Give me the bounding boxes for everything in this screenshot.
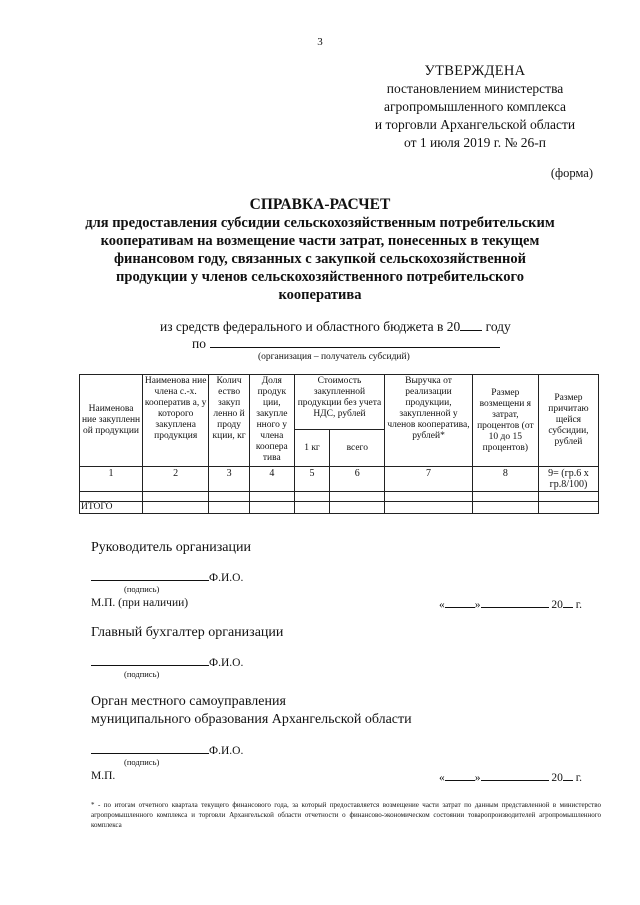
table-cell[interactable] [209,502,250,514]
signature-note: (подпись) [124,669,160,679]
title-line: продукции у членов сельскохозяйственного потребительского [116,269,524,285]
column-number: 8 [472,467,538,492]
head-org-signature [91,570,243,584]
table-cell[interactable] [472,502,538,514]
table-cell[interactable] [249,492,294,502]
date-line [439,597,582,611]
recipient-label: по [192,336,206,351]
column-number: 5 [294,467,330,492]
title-line: кооператива [278,287,362,303]
approval-line: агропромышленного комплекса [384,99,566,114]
column-number: 2 [143,467,209,492]
approval-line: постановлением министерства [386,81,564,96]
recipient-line [192,335,500,352]
quote-close: » [474,772,481,784]
approval-line: и торговли Архангельской области [374,117,576,132]
col-header-subsidy: Размер причитаю щейся субсидии, рублей [538,375,598,467]
year-blank[interactable] [563,597,573,608]
column-number: 3 [209,467,250,492]
stamp-label: М.П. (при наличии) [91,597,189,609]
calculation-table [79,374,599,514]
table-cell[interactable] [209,492,250,502]
col-header-cost: Стоимость закупленной продукции без учета НДС, рублей [294,375,385,430]
day-blank[interactable] [445,597,475,608]
stamp-label: М.П. [91,770,116,782]
funds-year-word: году [485,319,511,334]
column-number: 6 [330,467,385,492]
table-cell[interactable] [385,492,473,502]
year-prefix: 20 [551,599,563,611]
local-gov-title-line1: Орган местного самоуправления [91,694,286,709]
local-gov-title-line2: муниципального образования Архангельской области [91,712,412,727]
table-cell[interactable] [294,502,330,514]
document-title [80,196,560,304]
title-line: финансовом году, связанных с закупкой сельскохозяйственной [114,251,526,267]
chief-accountant-title: Главный бухгалтер организации [91,625,284,640]
col-header-rate: Размер возмещени я затрат, процентов (от 10 до 15 процентов) [472,375,538,467]
table-cell[interactable] [143,502,209,514]
quote-open: « [439,772,445,784]
table-cell[interactable] [143,492,209,502]
signature-blank[interactable] [91,655,209,666]
table-cell[interactable] [538,502,598,514]
table-cell[interactable] [330,492,385,502]
funds-text: из средств федерального и областного бюджета в 20 [160,319,461,334]
page-number: 3 [317,36,323,48]
column-number: 1 [80,467,143,492]
month-blank[interactable] [481,597,549,608]
footnote: * - по итогам отчетного квартала текущего финансового года, за который предоставляется возмещение части затрат по данным представленной в министерство агропромышленного комплекса и торговли Архангельской области отчетности о финансово-экономическом состоянии товаропроизводителей агропромышленного комплекса [91,801,601,829]
column-number: 4 [249,467,294,492]
month-blank[interactable] [481,770,549,781]
signature-note: (подпись) [124,584,160,594]
day-blank[interactable] [445,770,475,781]
year-blank[interactable] [460,318,482,331]
quote-open: « [439,599,445,611]
column-number: 9= (гр.6 х гр.8/100) [538,467,598,492]
recipient-blank[interactable] [210,335,500,348]
year-blank[interactable] [563,770,573,781]
col-header-member: Наименова ние члена с.-х. кооператив а, у которого закуплена продукция [143,375,209,467]
table-cell[interactable] [330,502,385,514]
col-header-cost-per-kg: 1 кг [294,430,330,467]
column-number: 7 [385,467,473,492]
table-cell[interactable] [249,502,294,514]
year-suffix: г. [575,599,583,611]
col-header-product: Наименова ние закупленн ой продукции [80,375,143,467]
quote-close: » [474,599,481,611]
table-cell[interactable] [385,502,473,514]
table-cell[interactable] [472,492,538,502]
fio-label: Ф.И.О. [209,745,244,757]
year-suffix: г. [575,772,583,784]
approval-block [340,62,610,152]
approval-heading: УТВЕРЖДЕНА [424,63,526,79]
approval-line: от 1 июля 2019 г. № 26-п [404,135,546,150]
funds-line [160,318,511,335]
head-org-title: Руководитель организации [91,540,251,555]
signature-blank[interactable] [91,743,209,754]
title-line: кооперативам на возмещение части затрат, понесенных в текущем [100,233,540,249]
title-main: СПРАВКА-РАСЧЕТ [249,196,391,213]
local-gov-signature [91,743,243,757]
title-line: для предоставления субсидии сельскохозяйственным потребительским [85,215,555,231]
fio-label: Ф.И.О. [209,572,244,584]
col-header-share: Доля продук ции, закупле нного у члена коопера тива [249,375,294,467]
year-prefix: 20 [551,772,563,784]
recipient-note: (организация – получатель субсидий) [258,352,410,362]
table-cell[interactable] [294,492,330,502]
form-label: (форма) [550,166,593,180]
fio-label: Ф.И.О. [209,657,244,669]
chief-accountant-signature [91,655,243,669]
total-label: ИТОГО [80,502,143,514]
signature-blank[interactable] [91,570,209,581]
table-cell[interactable] [80,492,143,502]
table-cell[interactable] [538,492,598,502]
col-header-quantity: Колич ество закуп ленно й проду кции, кг [209,375,250,467]
col-header-cost-total: всего [330,430,385,467]
col-header-revenue: Выручка от реализации продукции, закупленной у членов кооператива, рублей* [385,375,473,467]
date-line [439,770,582,784]
signature-note: (подпись) [124,757,160,767]
